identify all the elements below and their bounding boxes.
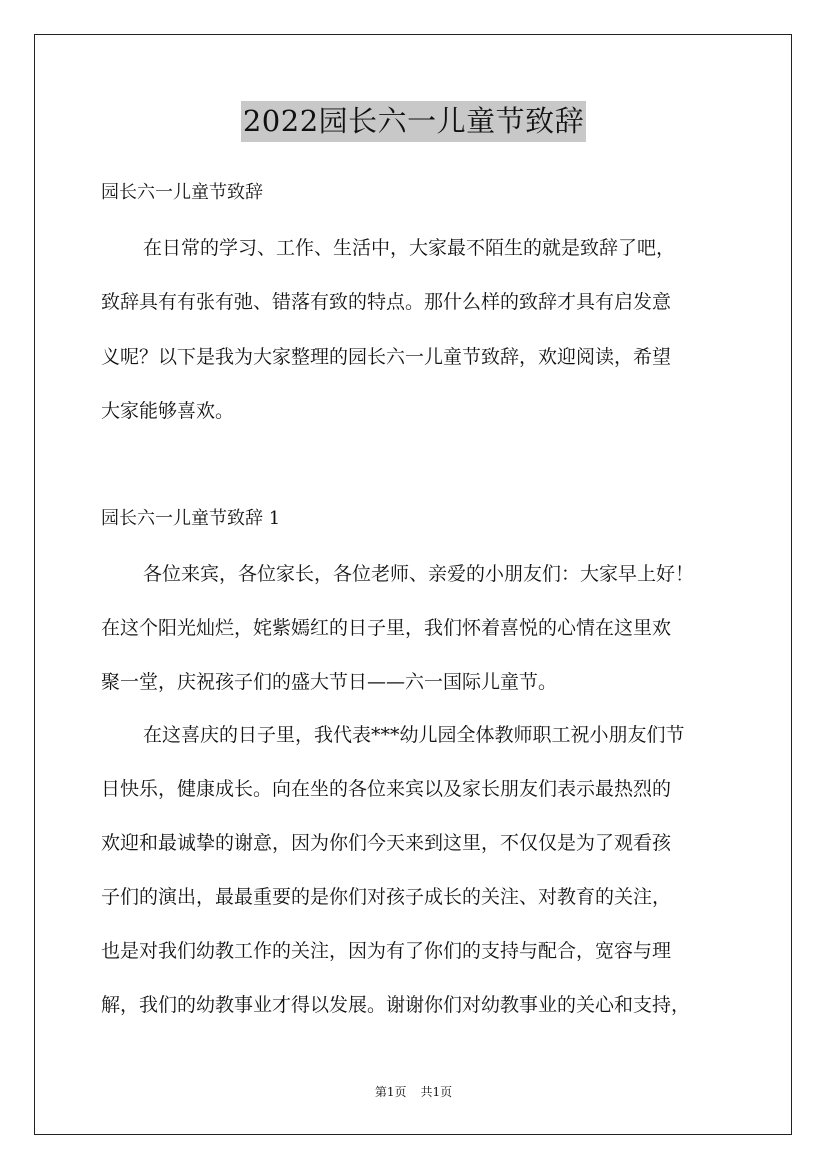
page-number: 第1页 [374,1085,407,1099]
section-heading: 园长六一儿童节致辞 1 [101,508,281,529]
paragraph-line: 子们的演出，最最重要的是你们对孩子成长的关注、对教育的关注， [101,886,672,908]
paragraph-line: 在这个阳光灿烂，姹紫嫣红的日子里，我们怀着喜悦的心情在这里欢 [101,617,672,639]
document-title: 2022园长六一儿童节致辞 [241,101,586,142]
title-wrapper [0,101,827,142]
paragraph-line: 日快乐，健康成长。向在坐的各位来宾以及家长朋友们表示最热烈的 [101,778,672,800]
paragraph-line: 也是对我们幼教工作的关注，因为有了你们的支持与配合，宽容与理 [101,940,672,962]
page-total: 共1页 [420,1085,453,1099]
paragraph-line: 欢迎和最诚挚的谢意，因为你们今天来到这里，不仅仅是为了观看孩 [101,832,672,854]
paragraph-line: 在这喜庆的日子里，我代表***幼儿园全体教师职工祝小朋友们节 [143,724,685,746]
intro-line: 大家能够喜欢。 [101,400,235,422]
paragraph-line: 各位来宾，各位家长，各位老师、亲爱的小朋友们：大家早上好！ [143,563,695,585]
intro-line: 致辞具有有张有弛、错落有致的特点。那什么样的致辞才具有启发意 [101,291,672,313]
intro-line: 在日常的学习、工作、生活中，大家最不陌生的就是致辞了吧， [143,237,676,259]
section-heading: 园长六一儿童节致辞 [101,182,263,203]
paragraph-line: 解，我们的幼教事业才得以发展。谢谢你们对幼教事业的关心和支持， [101,994,691,1016]
paragraph-line: 聚一堂，庆祝孩子们的盛大节日——六一国际儿童节。 [101,671,558,693]
intro-line: 义呢？以下是我为大家整理的园长六一儿童节致辞，欢迎阅读，希望 [101,346,672,368]
page-footer [0,1084,827,1100]
